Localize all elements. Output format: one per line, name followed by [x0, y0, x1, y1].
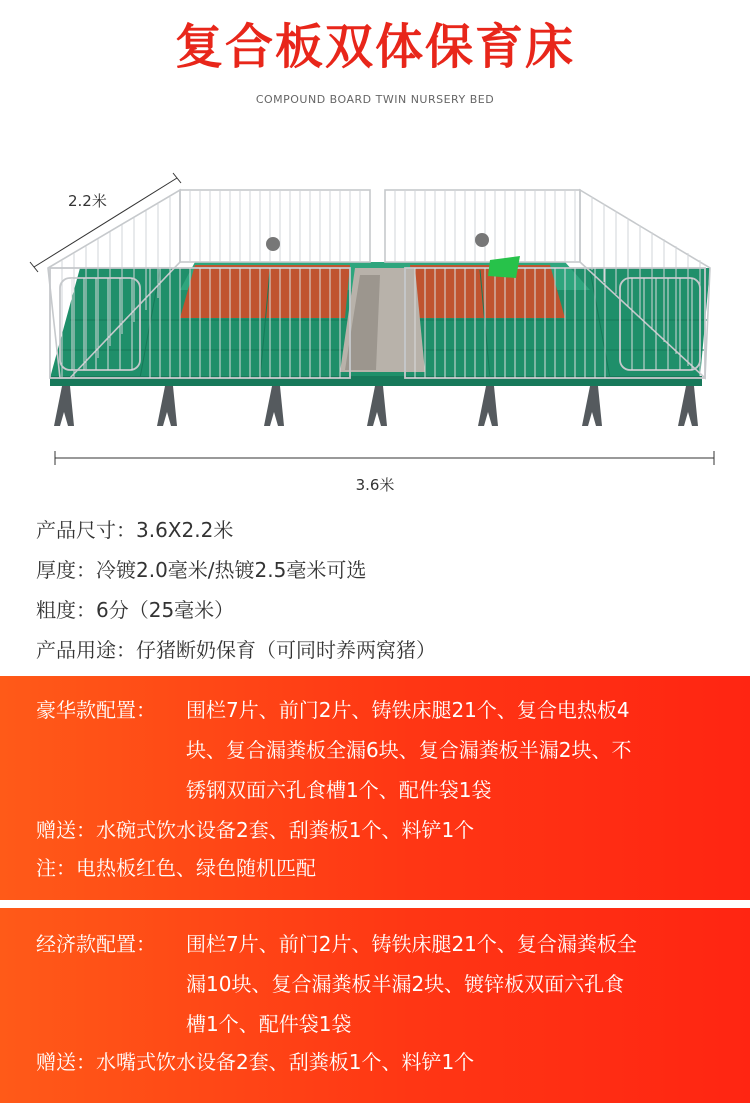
economy-config-label: 经济款配置： — [36, 932, 156, 956]
page-subtitle: COMPOUND BOARD TWIN NURSERY BED — [255, 93, 495, 106]
spec-size: 产品尺寸：3.6X2.2米 — [36, 518, 234, 542]
economy-config-banner — [0, 908, 750, 1103]
economy-config-line: 围栏7片、前门2片、铸铁床腿21个、复合漏粪板全 — [186, 932, 637, 956]
deluxe-config-text — [186, 690, 746, 810]
spec-diameter: 粗度：6分（25毫米） — [36, 598, 235, 622]
deluxe-config-label: 豪华款配置： — [36, 698, 156, 722]
deluxe-config-line: 锈钢双面六孔食槽1个、配件袋1袋 — [186, 778, 492, 802]
width-label: 2.2米 — [68, 192, 107, 210]
spec-usage: 产品用途：仔猪断奶保育（可同时养两窝猪） — [36, 638, 436, 662]
deluxe-config-line: 围栏7片、前门2片、铸铁床腿21个、复合电热板4 — [186, 698, 630, 722]
economy-gift: 赠送：水嘴式饮水设备2套、刮粪板1个、料铲1个 — [36, 1050, 475, 1074]
page-title: 复合板双体保育床 — [174, 19, 575, 75]
economy-config-text — [186, 924, 746, 1044]
deluxe-config-line: 块、复合漏粪板全漏6块、复合漏粪板半漏2块、不 — [186, 738, 632, 762]
deluxe-gift: 赠送：水碗式饮水设备2套、刮粪板1个、料铲1个 — [36, 818, 475, 842]
spec-list — [36, 510, 436, 670]
economy-config-line: 槽1个、配件袋1袋 — [186, 1012, 352, 1036]
deluxe-config-row — [36, 690, 632, 802]
deluxe-config-banner — [0, 676, 750, 900]
economy-config-line: 漏10块、复合漏粪板半漏2块、镀锌板双面六孔食 — [186, 972, 625, 996]
economy-config-row — [36, 924, 637, 1036]
spec-thickness: 厚度：冷镀2.0毫米/热镀2.5毫米可选 — [36, 558, 367, 582]
deluxe-note: 注：电热板红色、绿色随机匹配 — [36, 856, 316, 880]
nursery-bed-image — [20, 150, 730, 490]
length-label: 3.6米 — [355, 476, 395, 494]
